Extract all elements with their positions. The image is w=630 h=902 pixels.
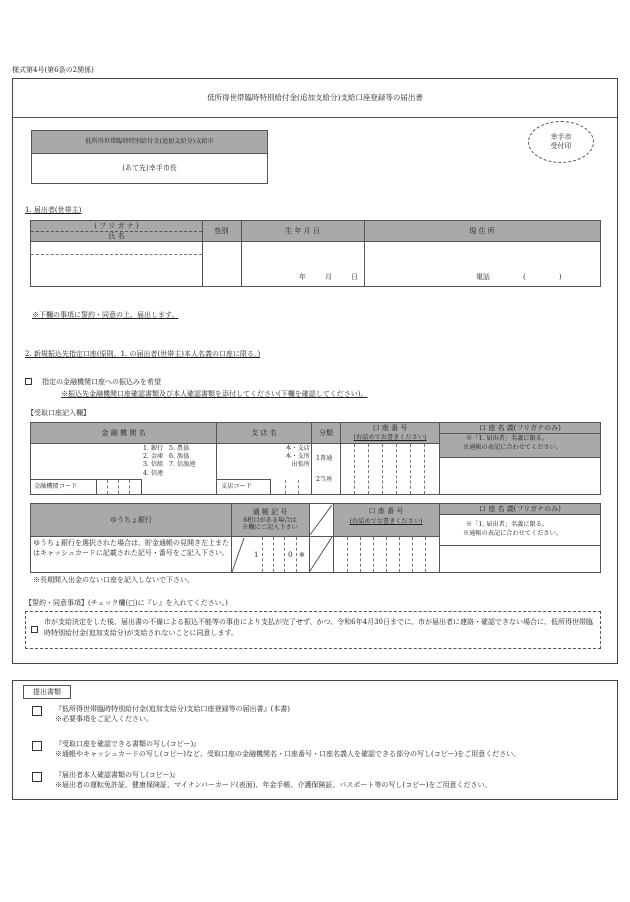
bank-type-list-2: 5. 農協 6. 漁協 7. 信漁連 <box>169 445 196 469</box>
section2-heading: 2. 新規振込先指定口座(原則、1. の届出者(世帯主)本人名義の口座に限る。) <box>25 350 261 358</box>
transfer-option-checkbox[interactable] <box>25 378 32 385</box>
agreement-text: 市が支給決定をした後、届出書の不備による振込不能等の事由により支払が完了せず、かつ、令和6年4月30日までに、市が届出者に連絡・確認できない場合に、低所得世帯臨時特別給付金(追加支給分)が支給されないことに同意します。 <box>44 618 593 637</box>
document-2-title: 『受取口座を確認できる書類の写し(コピー)』 <box>55 740 201 748</box>
document-2-note: ※通帳やキャッシュカードの写し(コピー)など、受取口座の金融機関名・口座番号・口座名義人を確認できる部分の写し(コピー)をご用意ください。 <box>55 750 521 758</box>
document-1-note: ※必要事項をご記入ください。 <box>55 715 153 723</box>
agreement-heading: 【誓約・同意事項】(チェック欄(□)に『レ』を入れてください。) <box>25 599 228 607</box>
yucho-number-header: 口 座 番 号 <box>368 506 404 515</box>
yucho-symbol-last: 0 <box>288 551 293 559</box>
number-note: (右詰めでお書きください) <box>353 434 427 442</box>
yucho-diagonal <box>309 504 333 572</box>
branch-type-list: 本・支店 本・支所 出張所 <box>285 445 310 469</box>
bank-code-label: 金融機関コード <box>34 483 78 490</box>
yucho-holder-field[interactable] <box>441 547 599 572</box>
section1-heading: 1. 届出者(世帯主) <box>25 206 82 214</box>
holder-note1: ※「1. 届出者」名義に限る。 <box>466 435 549 442</box>
birth-day-label: 日 <box>351 273 358 281</box>
address-box-header: 低所得世帯臨時特別給付金(追加支給分)支給市 <box>31 130 268 154</box>
document-3-title: 『届出者本人確認書類の写し(コピー)』 <box>55 771 180 779</box>
account-type-2[interactable]: 2当座 <box>316 476 333 483</box>
address-field[interactable] <box>365 242 599 270</box>
name-header: 氏 名 <box>108 231 125 240</box>
long-term-note: ※長期間入出金のない口座を記入しないで下さい。 <box>33 576 194 584</box>
yucho-header: ゆうちょ銀行 <box>110 515 152 524</box>
document-1-title: 『低所得世帯臨時特別給付金(追加支給分)支給口座登録等の届出書』(本書) <box>55 705 290 713</box>
form-number: 様式第4号(第6条の2関係) <box>12 66 94 74</box>
transfer-option-label: 指定の金融機関口座への振込みを希望 <box>42 378 161 386</box>
form-title: 低所得世帯臨時特別給付金(追加支給分)支給口座登録等の届出書 <box>13 79 617 118</box>
account-form-heading: 【受取口座記入欄】 <box>27 409 90 417</box>
birth-header: 生 年 月 日 <box>285 226 320 235</box>
pledge-note: ※下欄の事項に誓約・同意の上、届出します。 <box>32 311 179 319</box>
bank-header: 金 融 機 関 名 <box>101 428 146 437</box>
gender-field[interactable] <box>203 242 240 286</box>
yucho-description: ゆうちょ銀行を選択された場合は、貯金通帳の見開き左上またはキャッシュカードに記載された記号・番号をご記入下さい。 <box>33 539 229 557</box>
bank-name-field[interactable] <box>32 445 140 478</box>
documents-heading: 提出書類 <box>23 685 71 699</box>
document-checkbox-2[interactable] <box>32 741 42 751</box>
addressee: (あて先)幸手市長 <box>31 153 268 184</box>
account-holder-field[interactable] <box>441 459 599 494</box>
branch-header: 支 店 名 <box>251 428 277 437</box>
yucho-symbol-field[interactable] <box>263 538 295 571</box>
document-checkbox-3[interactable] <box>32 772 42 782</box>
bank-type-list: 1. 銀行 2. 金庫 3. 信組 4. 信連 <box>143 445 164 477</box>
document-checkbox-1[interactable] <box>32 706 42 716</box>
yucho-holder-note2: ※通帳の表記に合わせてください。 <box>463 530 562 537</box>
account-number-field[interactable] <box>342 445 438 494</box>
document-3-note: ※届出者の運転免許証、健康保険証、マイナンバーカード(表面)、年金手帳、介護保険証、パスポート等の写し(コピー)をご用意ください。 <box>55 781 492 789</box>
address-header: 現 住 所 <box>469 226 495 235</box>
birth-month-label: 月 <box>325 273 332 281</box>
furigana-field[interactable] <box>32 242 200 253</box>
receipt-stamp: 幸手市 受付印 <box>528 121 594 163</box>
number-header: 口 座 番 号 <box>372 423 408 432</box>
transfer-option-note: ※振込先金融機関口座確認書類及び本人確認書類を添付してください(下欄を確認してください)。 <box>61 390 368 398</box>
holder-header: 口 座 名 義(フリガナのみ) <box>479 423 561 432</box>
yucho-symbol-header: 通 帳 記 号 6桁目がある場合は ※欄にご記入下さい <box>242 507 298 532</box>
branch-name-field[interactable] <box>218 445 268 478</box>
agreement-checkbox[interactable] <box>31 626 38 633</box>
account-type-1[interactable]: 1普通 <box>316 455 333 462</box>
birth-year-label: 年 <box>299 273 306 281</box>
yucho-holder-header: 口 座 名 義(フリガナのみ) <box>479 504 561 513</box>
holder-note2: ※通帳の表記に合わせてください。 <box>463 444 562 451</box>
yucho-holder-note1: ※「1. 届出者」名義に限る。 <box>466 521 549 528</box>
furigana-header: ( フ リ ガ ナ ) <box>94 221 139 230</box>
name-field[interactable] <box>32 256 200 285</box>
type-header: 分類 <box>319 428 333 437</box>
yucho-number-note: (右詰めでお書きください) <box>349 518 423 526</box>
gender-header: 性別 <box>214 226 229 235</box>
phone-label: 電話 <box>476 273 490 281</box>
yucho-symbol-mark: ※ <box>299 551 305 559</box>
branch-code-label: 支店コード <box>221 483 252 490</box>
yucho-number-field[interactable] <box>335 538 438 571</box>
yucho-symbol-first: 1 <box>254 551 259 559</box>
